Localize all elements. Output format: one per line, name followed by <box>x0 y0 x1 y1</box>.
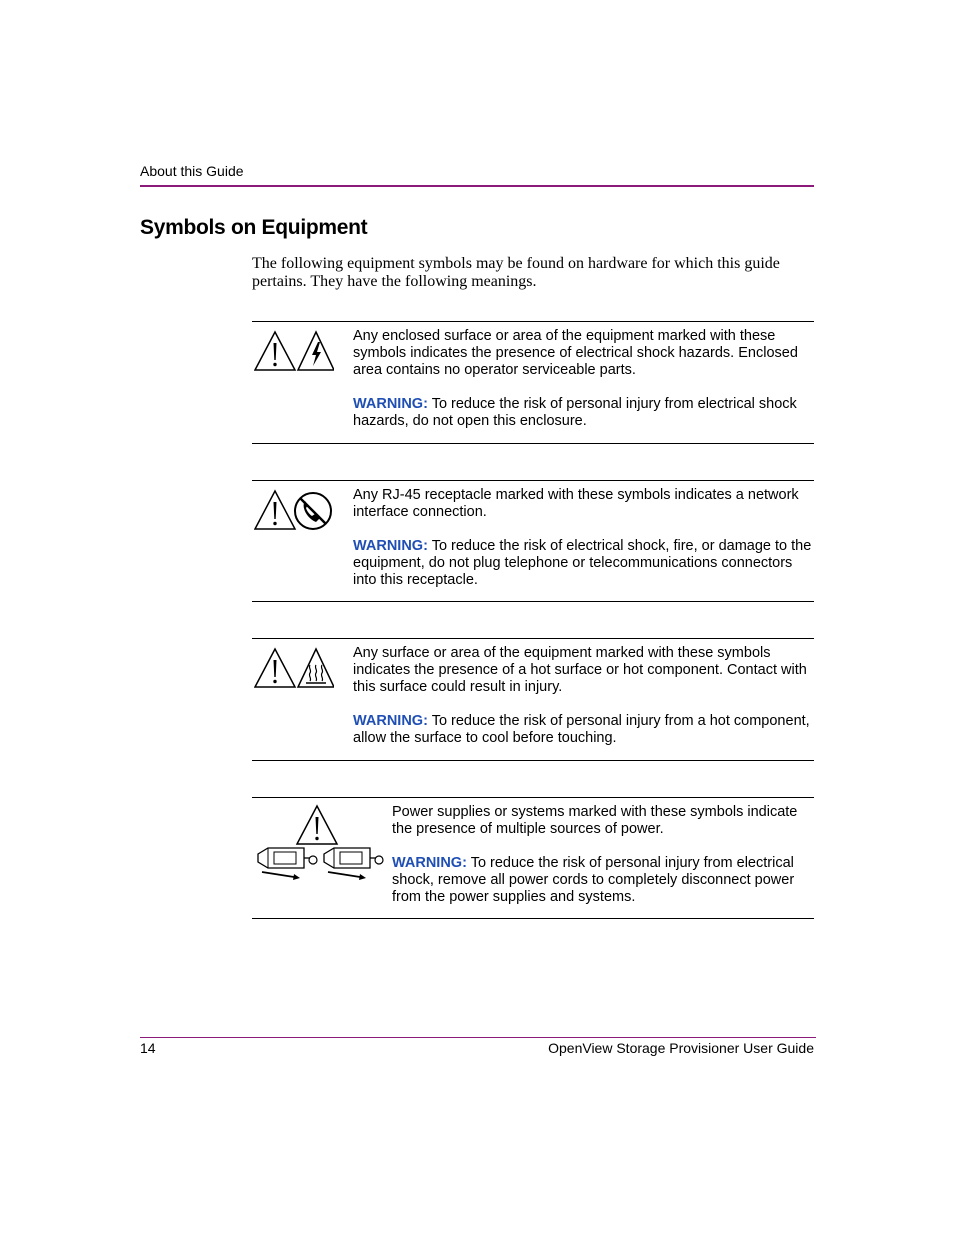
symbol-block-network-interface <box>252 480 814 602</box>
warning-text: To reduce the risk of personal injury from electrical shock hazards, do not open this enclosure. <box>353 396 797 429</box>
warning-note <box>353 713 814 747</box>
electrical-shock-icon <box>298 332 334 370</box>
symbol-icons <box>254 330 334 377</box>
page-number: 14 <box>140 1040 156 1056</box>
warning-triangle-icon <box>297 806 337 844</box>
warning-text: To reduce the risk of personal injury from electrical shock, remove all power cords to completely disconnect power from the power supplies and systems. <box>392 855 795 905</box>
warning-note <box>353 396 814 430</box>
footer-rule <box>140 1037 816 1038</box>
warning-triangle-icon <box>255 332 295 370</box>
power-supply-icon <box>324 848 383 880</box>
symbol-block-electrical-shock <box>252 321 814 444</box>
symbol-description: Power supplies or systems marked with these symbols indicate the presence of multiple sources of power. <box>392 804 798 837</box>
warning-triangle-icon <box>255 649 295 687</box>
symbol-description: Any enclosed surface or area of the equipment marked with these symbols indicates the presence of electrical shock hazards. Enclosed area contains no operator serviceable parts. <box>353 328 798 378</box>
symbol-text <box>353 645 814 747</box>
warning-text: To reduce the risk of personal injury from a hot component, allow the surface to cool before touching. <box>353 713 810 746</box>
warning-text: To reduce the risk of electrical shock, fire, or damage to the equipment, do not plug telephone or telecommunications connectors into this receptacle. <box>353 538 812 588</box>
section-title: Symbols on Equipment <box>140 216 368 239</box>
power-supply-icon <box>258 848 317 880</box>
hot-surface-icon <box>298 649 334 687</box>
book-title: OpenView Storage Provisioner User Guide <box>548 1040 814 1056</box>
telephone-icon <box>295 493 331 529</box>
warning-label: WARNING: <box>353 713 428 729</box>
warning-note <box>353 538 814 589</box>
symbol-text <box>353 487 814 589</box>
warning-label: WARNING: <box>353 538 428 554</box>
warning-triangle-icon <box>255 491 295 529</box>
warning-label: WARNING: <box>392 855 467 871</box>
symbol-text <box>353 328 814 430</box>
running-header: About this Guide <box>140 163 244 179</box>
symbol-text <box>392 804 814 906</box>
symbol-block-hot-surface <box>252 638 814 761</box>
section-intro: The following equipment symbols may be found on hardware for which this guide pertains. They have the following meanings. <box>252 255 780 290</box>
symbol-description: Any RJ-45 receptacle marked with these symbols indicates a network interface connection. <box>353 487 799 520</box>
warning-note <box>392 855 814 906</box>
symbol-icons <box>254 489 334 536</box>
symbol-block-multiple-power <box>252 797 814 919</box>
warning-label: WARNING: <box>353 396 428 412</box>
symbol-description: Any surface or area of the equipment marked with these symbols indicates the presence of a hot surface or hot component. Contact with this surface could result in injury. <box>353 645 807 695</box>
symbol-icons <box>254 647 334 694</box>
symbol-icons <box>254 804 386 891</box>
header-rule <box>140 185 814 187</box>
